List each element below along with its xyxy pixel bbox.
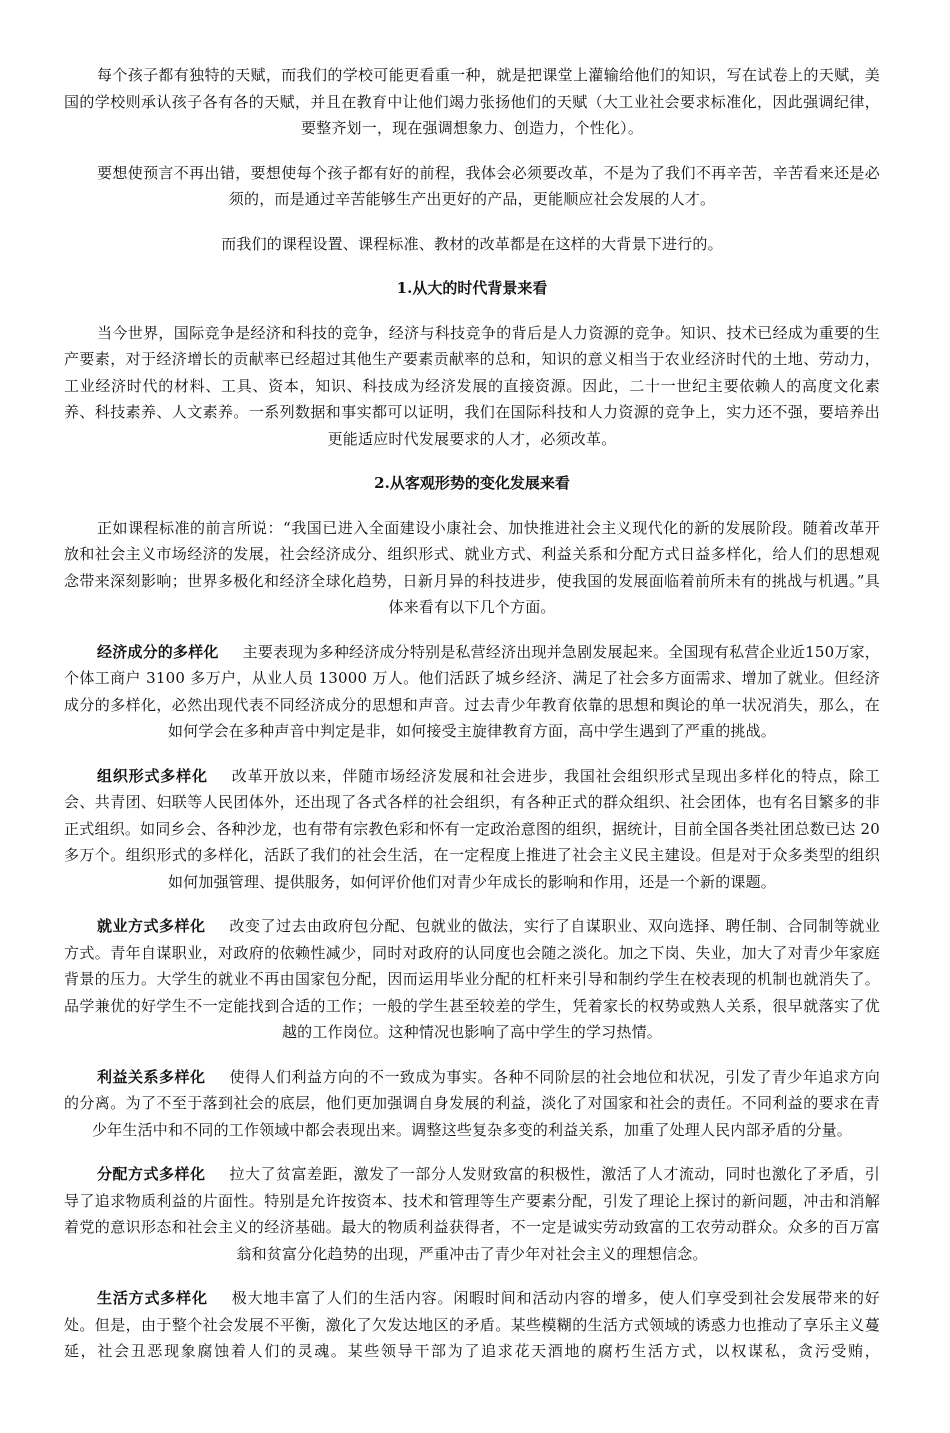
section-heading-era: 1.从大的时代背景来看	[396, 279, 548, 297]
lead-organization-diversity: 组织形式多样化	[97, 766, 208, 785]
body-employment-diversity: 改变了过去由政府包分配、包就业的做法，实行了自谋职业、双向选择、聘任制、合同制等就业方式。青年自谋职业，对政府的依赖性减少，同时对政府的认同度也会随之淡化。加之下岗、失业，加大了对青少年家庭背景的压力。大学生的就业不再由国家包分配，因而运用毕业分配的杠杆来引导和制约学生在校表现的机制也就消失了。品学兼优的好学生不一定能找到合适的工作；一般的学生甚至较差的学生，凭着家长的权势或熟人关系，很早就落实了优越的工作岗位。这种情况也影响了高中学生的学习热情。	[64, 917, 881, 1041]
body-lifestyle-diversity: 极大地丰富了人们的生活内容。闲暇时间和活动内容的增多，使人们享受到社会发展带来的好处。但是，由于整个社会发展不平衡，激化了欠发达地区的矛盾。某些模糊的生活方式领域的诱惑力也推动了享乐主义蔓延，社会丑恶现象腐蚀着人们的灵魂。某些领导干部为了追求花天酒地的腐朽生活方式，以权谋私，贪污受贿，	[64, 1289, 880, 1360]
body-interest-diversity: 使得人们利益方向的不一致成为事实。各种不同阶层的社会地位和状况，引发了青少年追求方向的分离。为了不至于落到社会的底层，他们更加强调自身发展的利益，淡化了对国家和社会的责任。不同利益的要求在青少年生活中和不同的工作领域中都会表现出来。调整这些复杂多变的利益关系，加重了处理人民内部矛盾的分量。	[64, 1067, 881, 1139]
intro-paragraph-background: 而我们的课程设置、课程标准、教材的改革都是在这样的大背景下进行的。	[221, 234, 723, 253]
lead-employment-diversity: 就业方式多样化	[97, 917, 206, 935]
intro-paragraph-talent: 每个孩子都有独特的天赋，而我们的学校可能更看重一种，就是把课堂上灌输给他们的知识，写在试卷上的天赋，美国的学校则承认孩子各有各的天赋，并且在教育中让他们竭力张扬他们的天赋（大工业社会要求标准化，因此强调纪律，要整齐划一，现在强调想象力、创造力，个性化）。	[64, 66, 880, 137]
section-heading-situation: 2.从客观形势的变化发展来看	[374, 474, 570, 492]
paragraph-organization-diversity	[64, 763, 880, 896]
paragraph-lifestyle-diversity	[64, 1285, 880, 1365]
body-economic-diversity: 主要表现为多种经济成分特别是私营经济出现并急剧发展起来。全国现有私营企业近150万家，个体工商户 3100 多万户，从业人员 13000 万人。他们活跃了城乡经济、满足了社会多方面需求、增加了就业。但经济成分的多样化，必然出现代表不同经济成分的思想和声音。过去青少年教育依靠的思想和舆论的单一状况消失，那么，在如何学会在多种声音中判定是非，如何接受主旋律教育方面，高中学生遇到了严重的挑战。	[64, 642, 880, 740]
paragraph-interest-diversity	[64, 1064, 880, 1144]
body-distribution-diversity: 拉大了贫富差距，激发了一部分人发财致富的积极性，激活了人才流动，同时也激化了矛盾，引导了追求物质利益的片面性。特别是允许按资本、技术和管理等生产要素分配，引发了理论上探讨的新问题，冲击和消解着党的意识形态和社会主义的经济基础。最大的物质利益获得者，不一定是诚实劳动致富的工农劳动群众。众多的百万富翁和贫富分化趋势的出现，严重冲击了青少年对社会主义的理想信念。	[64, 1165, 881, 1263]
paragraph-distribution-diversity	[64, 1161, 880, 1267]
paragraph-international-competition: 当今世界，国际竞争是经济和科技的竞争，经济与科技竞争的背后是人力资源的竞争。知识、技术已经成为重要的生产要素，对于经济增长的贡献率已经超过其他生产要素贡献率的总和，知识的意义相当于农业经济时代的土地、劳动力，工业经济时代的材料、工具、资本，知识、科技成为经济发展的直接资源。因此，二十一世纪主要依赖人的高度文化素养、科技素养、人文素养。一系列数据和事实都可以证明，我们在国际科技和人力资源的竞争上，实力还不强，要培养出更能适应时代发展要求的人才，必须改革。	[64, 323, 880, 448]
intro-paragraph-reform: 要想使预言不再出错，要想使每个孩子都有好的前程，我体会必须要改革，不是为了我们不再辛苦，辛苦看来还是必须的，而是通过辛苦能够生产出更好的产品，更能顺应社会发展的人才。	[97, 163, 880, 208]
paragraph-curriculum-preface: 正如课程标准的前言所说：“我国已进入全面建设小康社会、加快推进社会主义现代化的新的发展阶段。随着改革开放和社会主义市场经济的发展，社会经济成分、组织形式、就业方式、利益关系和分配方式日益多样化，给人们的思想观念带来深刻影响；世界多极化和经济全球化趋势，日新月异的科技进步，使我国的发展面临着前所未有的挑战与机遇。”具体来看有以下几个方面。	[64, 518, 880, 616]
paragraph-employment-diversity	[64, 913, 880, 1046]
body-organization-diversity: 改革开放以来，伴随市场经济发展和社会进步，我国社会组织形式呈现出多样化的特点，除工会、共青团、妇联等人民团体外，还出现了各式各样的社会组织，有各种正式的群众组织、社会团体，也有名目繁多的非正式组织。如同乡会、各种沙龙，也有带有宗教色彩和怀有一定政治意图的组织，据统计，目前全国各类社团总数已达 20 多万个。组织形式的多样化，活跃了我们的社会生活，在一定程度上推进了社会主义民主建设。但是对于众多类型的组织如何加强管理、提供服务，如何评价他们对青少年成长的影响和作用，还是一个新的课题。	[64, 766, 880, 891]
paragraph-economic-diversity	[64, 639, 880, 745]
lead-lifestyle-diversity: 生活方式多样化	[97, 1289, 208, 1307]
lead-distribution-diversity: 分配方式多样化	[97, 1165, 206, 1183]
lead-economic-diversity: 经济成分的多样化	[97, 642, 219, 661]
lead-interest-diversity: 利益关系多样化	[97, 1067, 206, 1086]
